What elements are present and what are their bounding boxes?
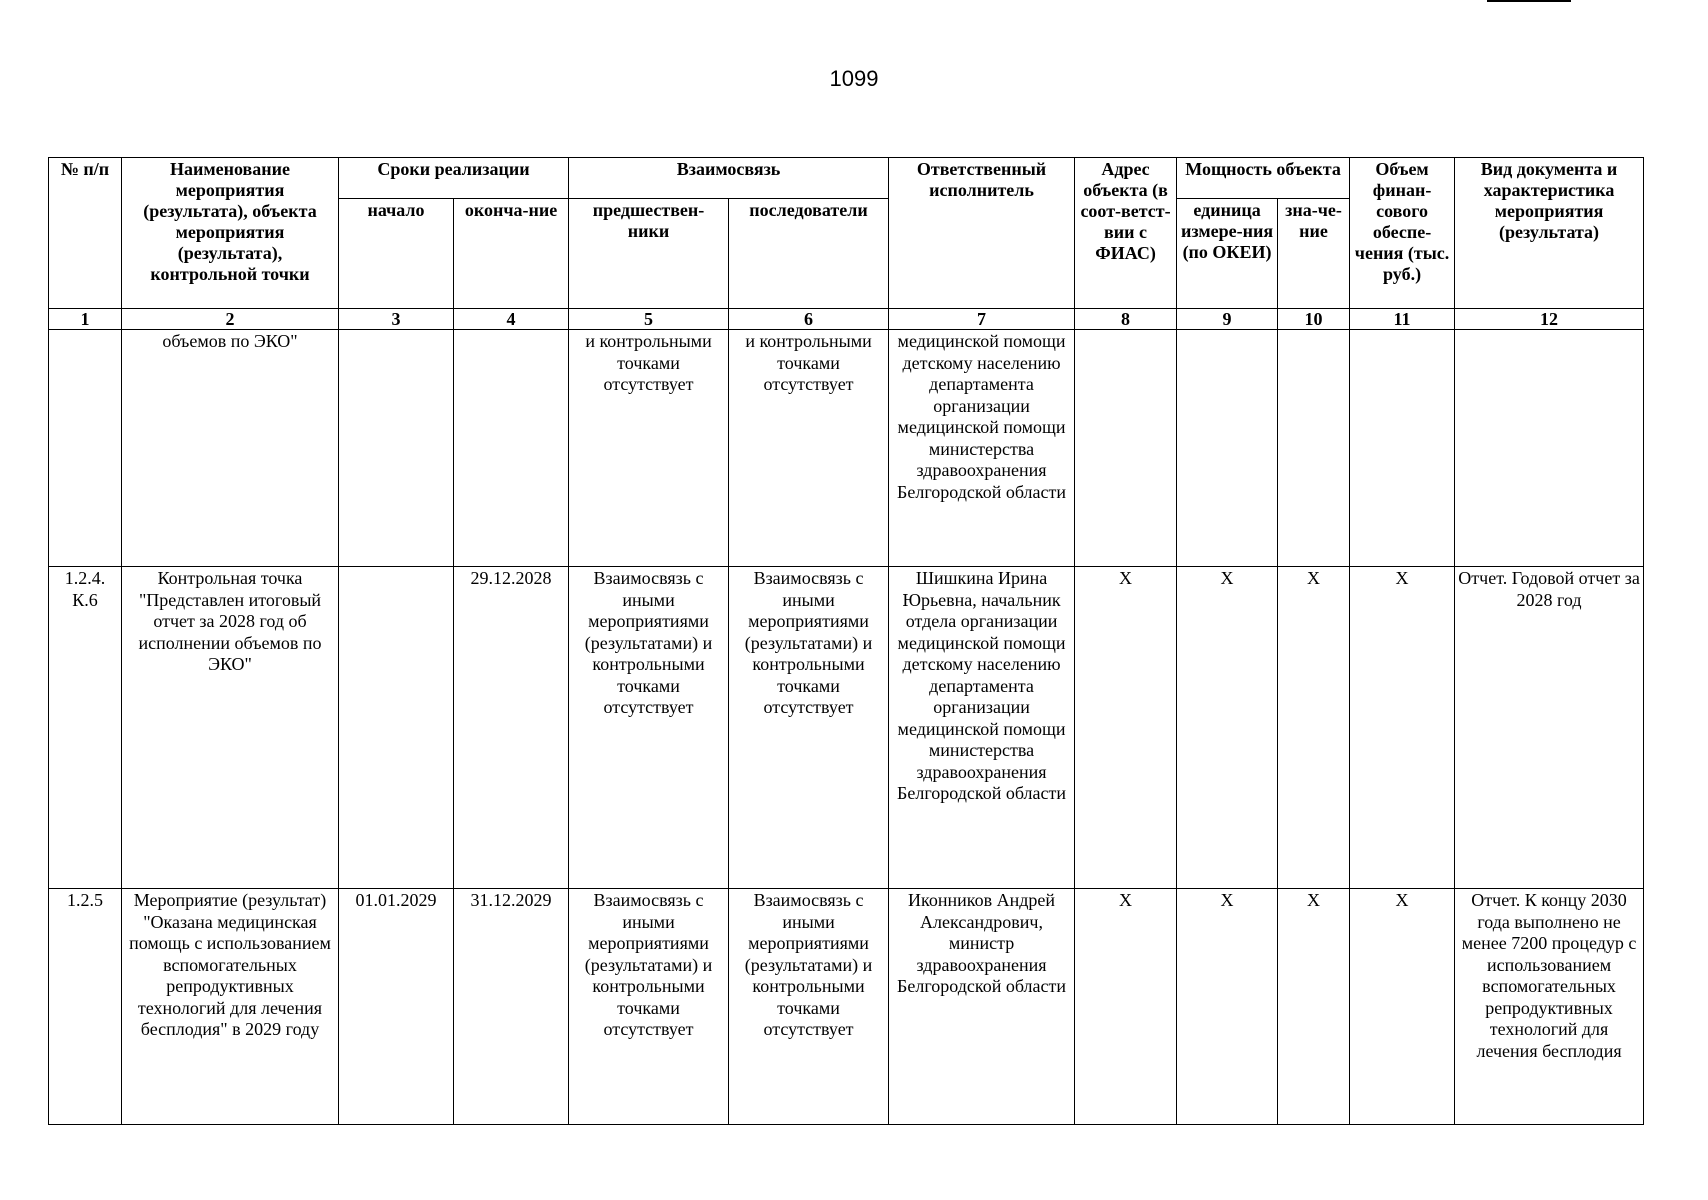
column-number: 7: [889, 309, 1075, 330]
cell-num: 1.2.5: [49, 889, 122, 1125]
cell-unit: X: [1177, 889, 1278, 1125]
table-row: [49, 330, 1644, 567]
cell-end: [454, 330, 569, 567]
header-row-1: [49, 158, 1644, 199]
cell-unit: [1177, 330, 1278, 567]
cell-unit: X: [1177, 567, 1278, 889]
header-start: начало: [339, 199, 454, 309]
column-number: 6: [729, 309, 889, 330]
header-predecessors: предшествен-ники: [569, 199, 729, 309]
corner-mark: [1487, 0, 1571, 2]
cell-doc: Отчет. К концу 2030 года выполнено не менее 7200 процедур с использованием вспомогательных репродуктивных технологий для лечения бесплодия: [1455, 889, 1644, 1125]
cell-responsible: Шишкина Ирина Юрьевна, начальник отдела организации медицинской помощи детскому населению департамента организации медицинской помощи министерства здравоохранения Белгородской области: [889, 567, 1075, 889]
cell-start: [339, 330, 454, 567]
cell-address: [1075, 330, 1177, 567]
header-links: Взаимосвязь: [569, 158, 889, 199]
cell-name: Мероприятие (результат) "Оказана медицинская помощь с использованием вспомогательных репродуктивных технологий для лечения бесплодия" в 2029 году: [122, 889, 339, 1125]
plan-table: [48, 157, 1644, 1125]
column-number: 9: [1177, 309, 1278, 330]
column-number-row: [49, 309, 1644, 330]
cell-doc: Отчет. Годовой отчет за 2028 год: [1455, 567, 1644, 889]
cell-funding: [1350, 330, 1455, 567]
table-row: [49, 889, 1644, 1125]
column-number: 3: [339, 309, 454, 330]
column-number: 4: [454, 309, 569, 330]
column-number: 11: [1350, 309, 1455, 330]
cell-funding: X: [1350, 567, 1455, 889]
header-successors: последователи: [729, 199, 889, 309]
column-number: 1: [49, 309, 122, 330]
table-row: [49, 567, 1644, 889]
cell-responsible: медицинской помощи детскому населению департамента организации медицинской помощи министерства здравоохранения Белгородской области: [889, 330, 1075, 567]
cell-end: 31.12.2029: [454, 889, 569, 1125]
header-end: оконча-ние: [454, 199, 569, 309]
cell-predecessors: Взаимосвязь с иными мероприятиями (результатами) и контрольными точками отсутствует: [569, 889, 729, 1125]
cell-end: 29.12.2028: [454, 567, 569, 889]
page-number: 1099: [829, 66, 879, 91]
header-funding: Объем финан-сового обеспе-чения (тыс. руб.): [1350, 158, 1455, 309]
cell-name: Контрольная точка "Представлен итоговый отчет за 2028 год об исполнении объемов по ЭКО": [122, 567, 339, 889]
header-responsible: Ответственный исполнитель: [889, 158, 1075, 309]
header-terms: Сроки реализации: [339, 158, 569, 199]
cell-value: [1278, 330, 1350, 567]
header-doc: Вид документа и характеристика мероприятия (результата): [1455, 158, 1644, 309]
header-value: зна-че-ние: [1278, 199, 1350, 309]
cell-successors: Взаимосвязь с иными мероприятиями (результатами) и контрольными точками отсутствует: [729, 567, 889, 889]
cell-num: [49, 330, 122, 567]
header-unit: единица измере-ния (по ОКЕИ): [1177, 199, 1278, 309]
cell-predecessors: и контрольными точками отсутствует: [569, 330, 729, 567]
cell-predecessors: Взаимосвязь с иными мероприятиями (результатами) и контрольными точками отсутствует: [569, 567, 729, 889]
header-capacity: Мощность объекта: [1177, 158, 1350, 199]
cell-num: 1.2.4. К.6: [49, 567, 122, 889]
column-number: 12: [1455, 309, 1644, 330]
column-number: 5: [569, 309, 729, 330]
cell-value: X: [1278, 567, 1350, 889]
cell-address: X: [1075, 567, 1177, 889]
cell-start: 01.01.2029: [339, 889, 454, 1125]
column-number: 2: [122, 309, 339, 330]
cell-responsible: Иконников Андрей Александрович, министр здравоохранения Белгородской области: [889, 889, 1075, 1125]
cell-doc: [1455, 330, 1644, 567]
column-number: 10: [1278, 309, 1350, 330]
cell-successors: и контрольными точками отсутствует: [729, 330, 889, 567]
cell-value: X: [1278, 889, 1350, 1125]
cell-address: X: [1075, 889, 1177, 1125]
column-number: 8: [1075, 309, 1177, 330]
header-num: № п/п: [49, 158, 122, 309]
cell-successors: Взаимосвязь с иными мероприятиями (результатами) и контрольными точками отсутствует: [729, 889, 889, 1125]
cell-funding: X: [1350, 889, 1455, 1125]
header-name: Наименование мероприятия (результата), объекта мероприятия (результата), контрольной точки: [122, 158, 339, 309]
cell-start: [339, 567, 454, 889]
cell-name: объемов по ЭКО": [122, 330, 339, 567]
header-address: Адрес объекта (в соот-ветст-вии с ФИАС): [1075, 158, 1177, 309]
